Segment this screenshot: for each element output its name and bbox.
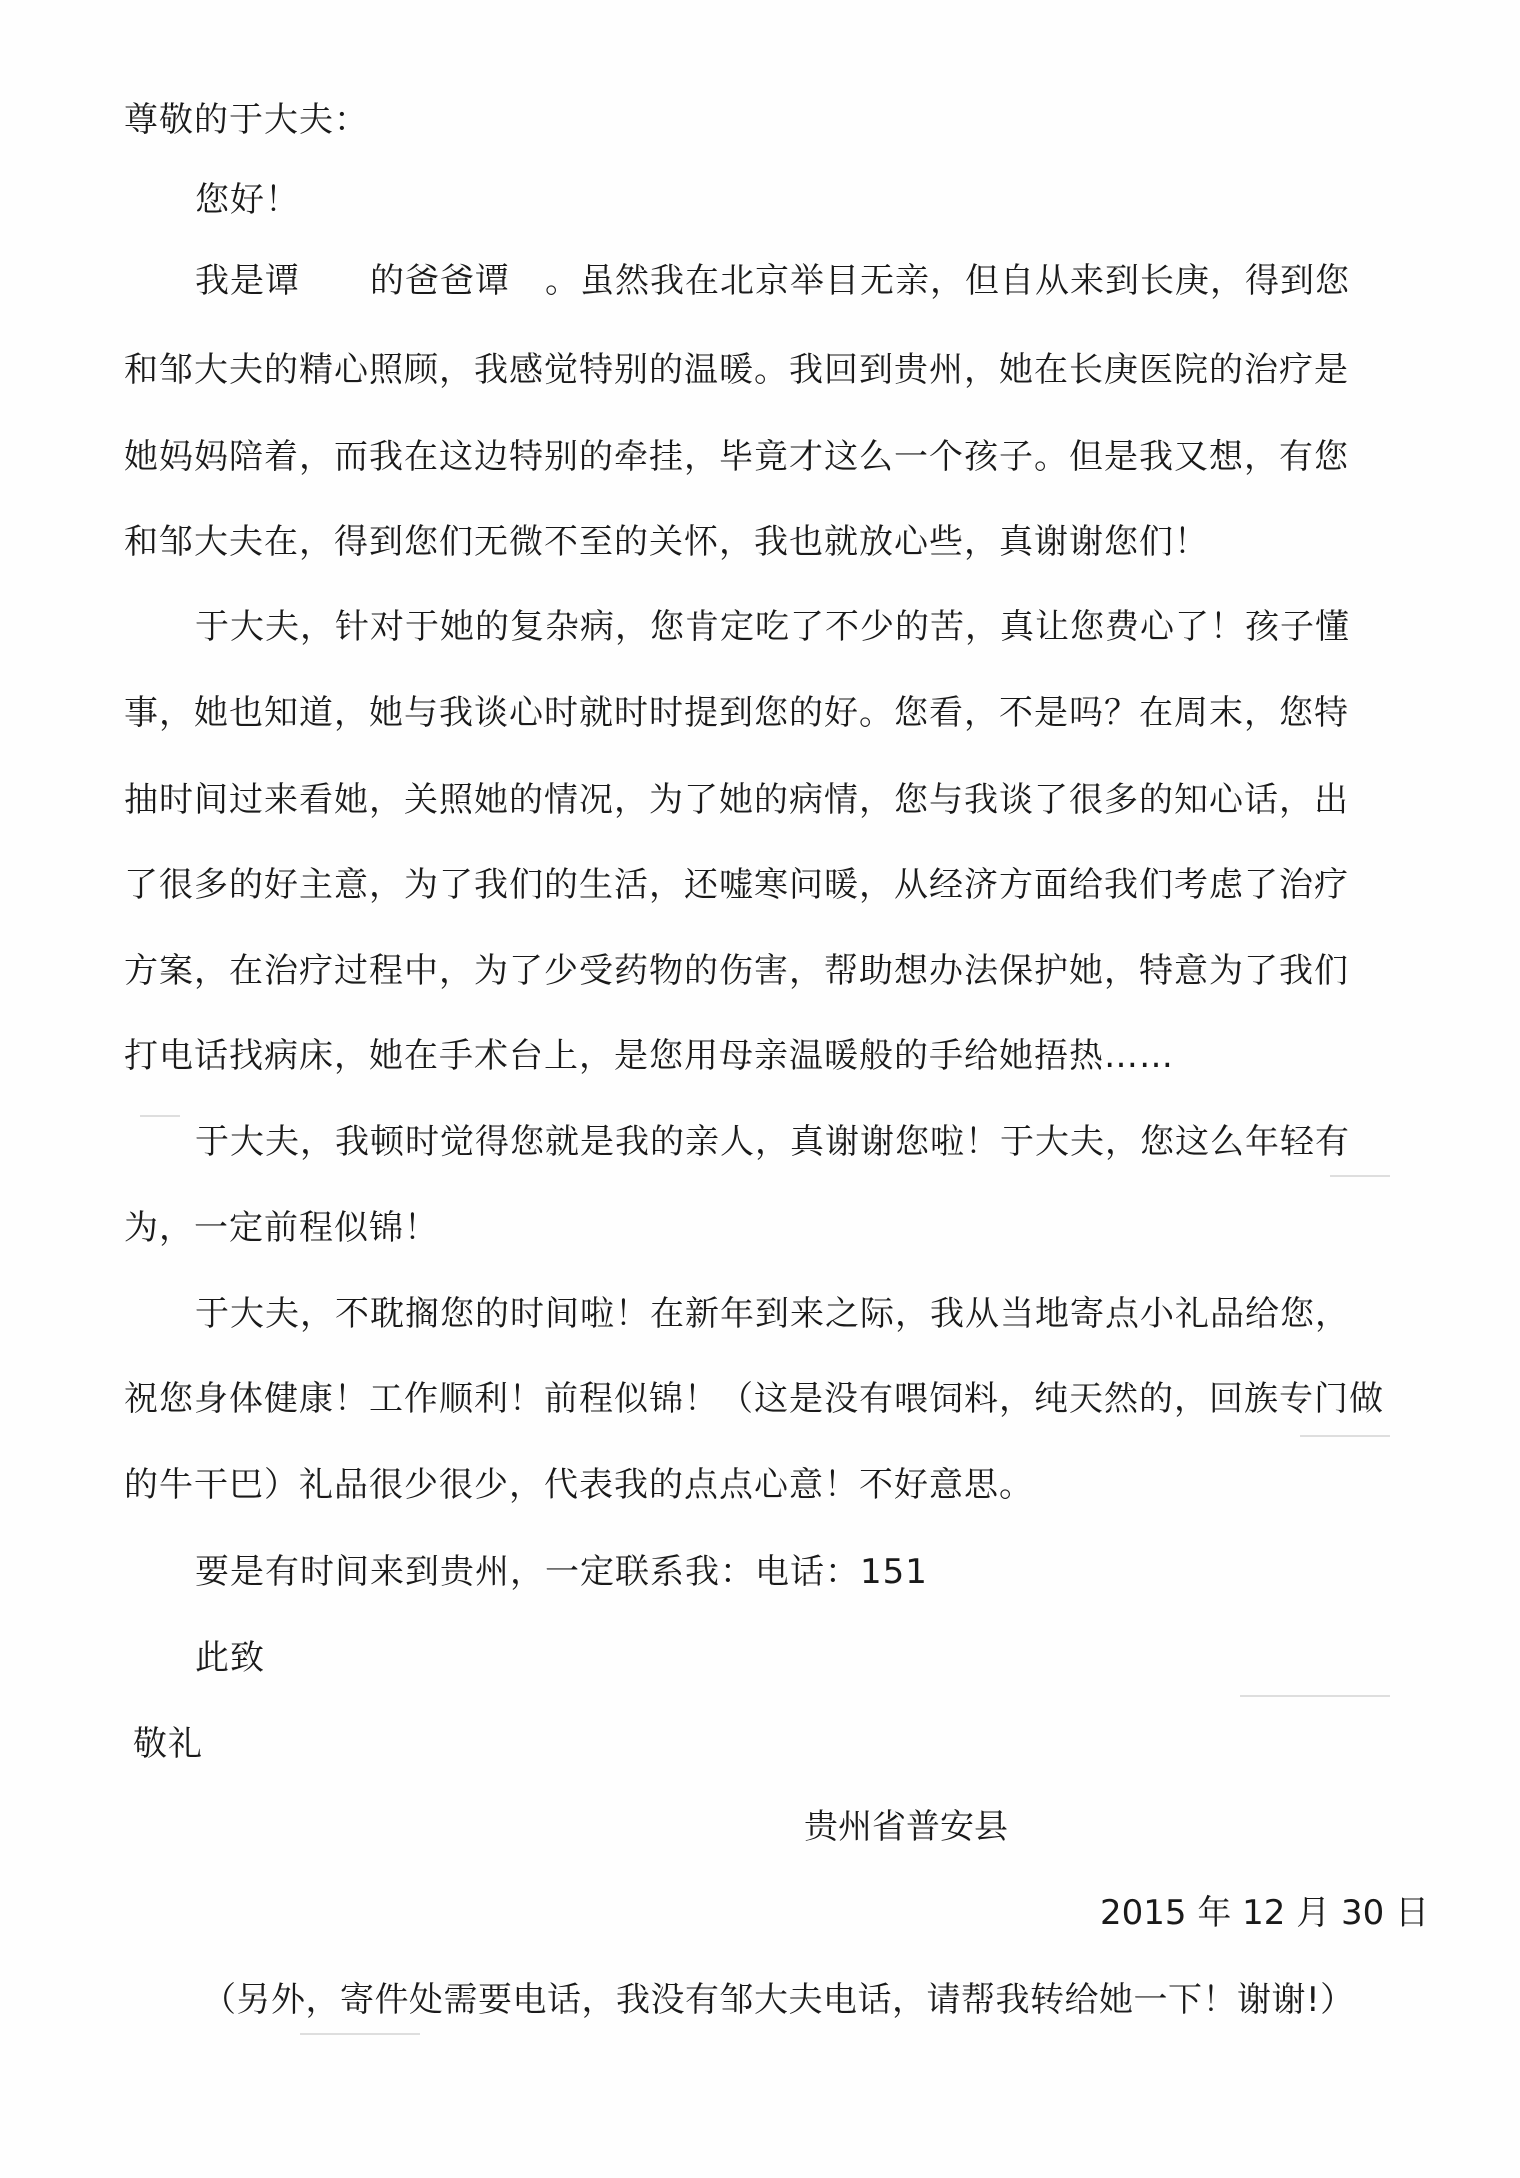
- para2-line1: 于大夫，针对于她的复杂病，您肯定吃了不少的苦，真让您费心了！孩子懂: [195, 607, 1350, 647]
- para3-line1: 于大夫，我顿时觉得您就是我的亲人，真谢谢您啦！于大夫，您这么年轻有: [195, 1122, 1350, 1162]
- greeting: 您好！: [195, 180, 300, 220]
- scan-speck: [1240, 1695, 1390, 1697]
- contact-line: 要是有时间来到贵州，一定联系我：电话：151: [195, 1552, 928, 1592]
- para4-line3: 的牛干巴）礼品很少很少，代表我的点点心意！不好意思。: [124, 1465, 1034, 1505]
- para2-line3: 抽时间过来看她，关照她的情况，为了她的病情，您与我谈了很多的知心话，出: [124, 780, 1349, 820]
- closing-salutation: 此致: [195, 1638, 265, 1678]
- scan-speck: [300, 2033, 420, 2035]
- salutation: 尊敬的于大夫：: [124, 100, 369, 140]
- letter-date: 2015 年 12 月 30 日: [1100, 1893, 1430, 1933]
- para4-line2: 祝您身体健康！工作顺利！前程似锦！（这是没有喂饲料，纯天然的，回族专门做: [124, 1379, 1384, 1419]
- sender-location: 贵州省普安县: [804, 1807, 1008, 1847]
- para1-line4: 和邹大夫在，得到您们无微不至的关怀，我也就放心些，真谢谢您们！: [124, 522, 1209, 562]
- scan-speck: [1300, 1435, 1390, 1437]
- para2-line6: 打电话找病床，她在手术台上，是您用母亲温暖般的手给她捂热……: [124, 1036, 1174, 1076]
- para2-line4: 了很多的好主意，为了我们的生活，还嘘寒问暖，从经济方面给我们考虑了治疗: [124, 865, 1349, 905]
- para2-line2: 事，她也知道，她与我谈心时就时时提到您的好。您看，不是吗？在周末，您特: [124, 693, 1349, 733]
- para2-line5: 方案，在治疗过程中，为了少受药物的伤害，帮助想办法保护她，特意为了我们: [124, 951, 1349, 991]
- para1-line1: 我是谭 的爸爸谭 。虽然我在北京举目无亲，但自从来到长庚，得到您: [195, 261, 1350, 301]
- para1-line3: 她妈妈陪着，而我在这边特别的牵挂，毕竟才这么一个孩子。但是我又想，有您: [124, 437, 1349, 477]
- postscript: （另外，寄件处需要电话，我没有邹大夫电话，请帮我转给她一下！谢谢!）: [202, 1980, 1355, 2020]
- para3-line2: 为，一定前程似锦！: [124, 1208, 439, 1248]
- scan-speck: [1330, 1175, 1390, 1177]
- scan-speck: [140, 1115, 180, 1117]
- para1-line2: 和邹大夫的精心照顾，我感觉特别的温暖。我回到贵州，她在长庚医院的治疗是: [124, 350, 1349, 390]
- para4-line1: 于大夫，不耽搁您的时间啦！在新年到来之际，我从当地寄点小礼品给您，: [195, 1294, 1350, 1334]
- closing-respect: 敬礼: [133, 1724, 203, 1764]
